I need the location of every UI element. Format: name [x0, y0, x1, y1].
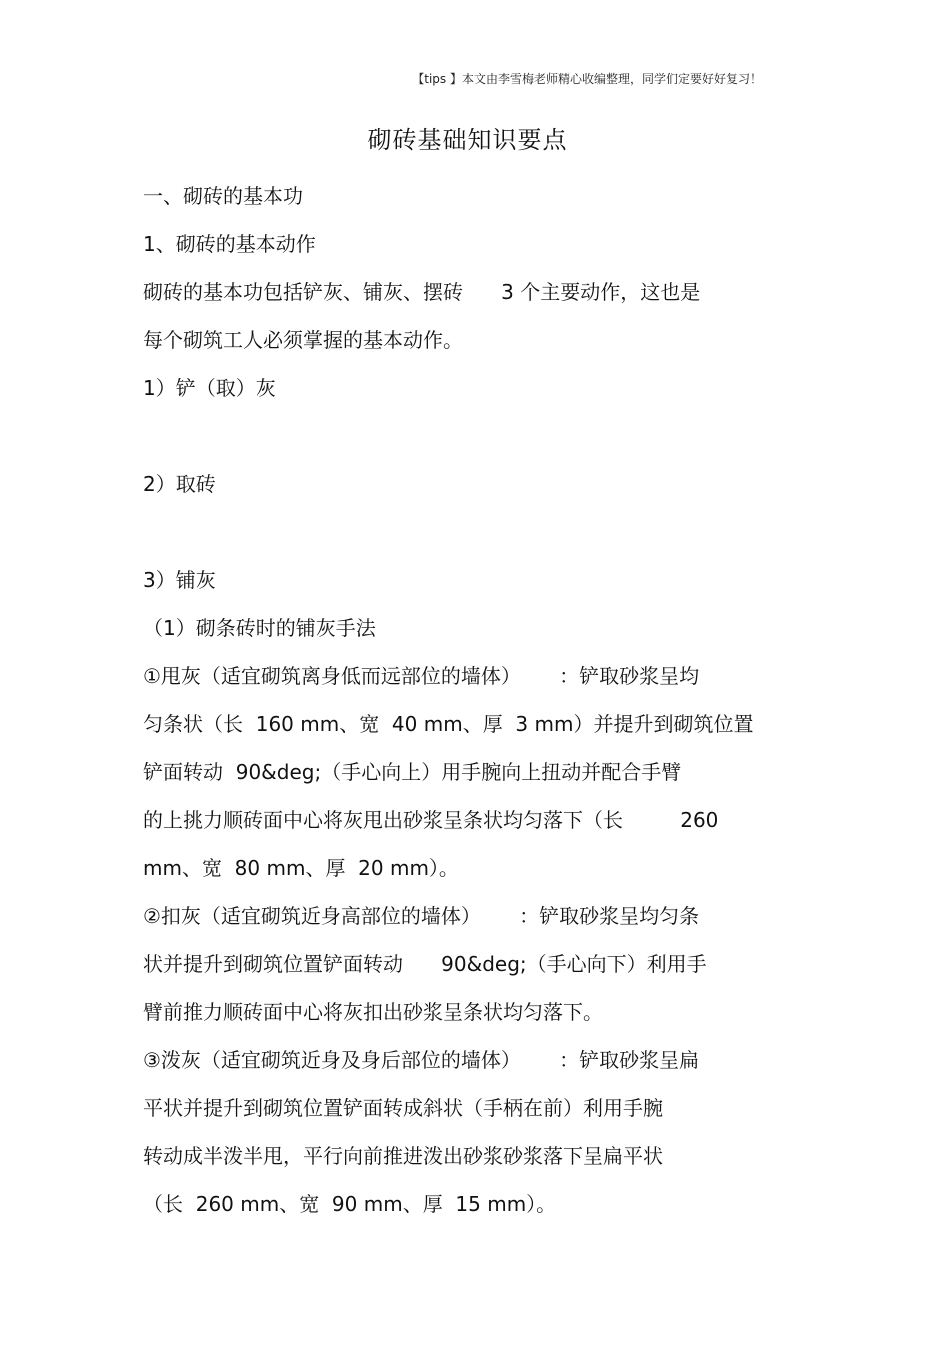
- paragraph-line: 转动成半泼半甩，平行向前推进泼出砂浆砂浆落下呈扁平状: [143, 1144, 663, 1168]
- paragraph-line: 铲面转动 90&deg;（手心向上）用手腕向上扭动并配合手臂: [143, 760, 682, 784]
- paragraph-line: 的上挑力顺砖面中心将灰甩出砂浆呈条状均匀落下（长 260: [143, 808, 719, 832]
- section-heading: 一、砌砖的基本功: [143, 184, 303, 208]
- subsection-heading: 1、砌砖的基本动作: [143, 232, 316, 256]
- paragraph-line: 臂前推力顺砖面中心将灰扣出砂浆呈条状均匀落下。: [143, 1000, 603, 1024]
- paragraph-line: mm、宽 80 mm、厚 20 mm）。: [143, 856, 459, 880]
- item-heading: 1）铲（取）灰: [143, 376, 276, 400]
- item-heading: 3）铺灰: [143, 568, 216, 592]
- sub-item-heading: （1）砌条砖时的铺灰手法: [143, 616, 376, 640]
- paragraph-line: 砌砖的基本功包括铲灰、铺灰、摆砖 3 个主要动作，这也是: [143, 280, 701, 304]
- paragraph-line: 匀条状（长 160 mm、宽 40 mm、厚 3 mm）并提升到砌筑位置: [143, 712, 754, 736]
- header-tips: 【tips 】本文由李雪梅老师精心收编整理，同学们定要好好复习！: [412, 72, 762, 86]
- paragraph-line: 状并提升到砌筑位置铲面转动 90&deg;（手心向下）利用手: [143, 952, 707, 976]
- paragraph-line: 平状并提升到砌筑位置铲面转成斜状（手柄在前）利用手腕: [143, 1096, 663, 1120]
- paragraph-line: ③泼灰（适宜砌筑近身及身后部位的墙体） ：铲取砂浆呈扁: [143, 1048, 700, 1072]
- item-heading: 2）取砖: [143, 472, 216, 496]
- paragraph-line: 每个砌筑工人必须掌握的基本动作。: [143, 328, 463, 352]
- paragraph-line: ②扣灰（适宜砌筑近身高部位的墙体） ：铲取砂浆呈均匀条: [143, 904, 700, 928]
- paragraph-line: ①甩灰（适宜砌筑离身低而远部位的墙体） ：铲取砂浆呈均: [143, 664, 700, 688]
- document-title: 砌砖基础知识要点: [367, 126, 568, 154]
- paragraph-line: （长 260 mm、宽 90 mm、厚 15 mm）。: [143, 1192, 557, 1216]
